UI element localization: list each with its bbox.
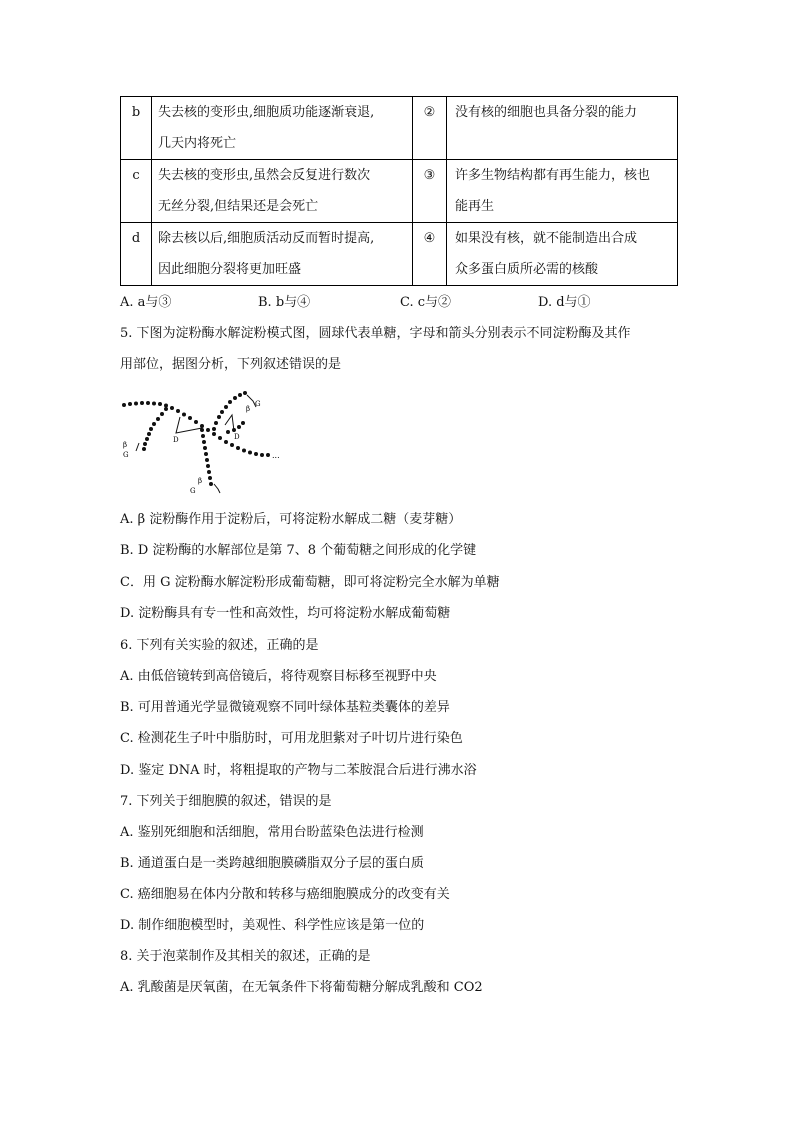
q5-option-d: D. 淀粉酶具有专一性和高效性，均可将淀粉水解成葡萄糖 — [120, 606, 451, 621]
q7-option-c: C. 癌细胞易在体内分散和转移与癌细胞膜成分的改变有关 — [120, 887, 450, 902]
cell-line: 如果没有核，就不能制造出合成 — [455, 231, 638, 246]
cell-line: 失去核的变形虫,细胞质功能逐渐衰退, — [158, 105, 375, 120]
q4-table — [120, 96, 678, 286]
cell-line: 众多蛋白质所必需的核酸 — [455, 262, 599, 277]
q8-option-a: A. 乳酸菌是厌氧菌，在无氧条件下将葡萄糖分解成乳酸和 CO2 — [120, 980, 483, 995]
q6-option-a: A. 由低倍镜转到高倍镜后，将待观察目标移至视野中央 — [120, 669, 437, 684]
cell-line: 没有核的细胞也具备分裂的能力 — [455, 105, 638, 120]
cell-line: 无丝分裂,但结果还是会死亡 — [158, 199, 319, 214]
q7-option-d: D. 制作细胞模型时，美观性、科学性应该是第一位的 — [120, 918, 425, 933]
q7-option-b: B. 通道蛋白是一类跨越细胞膜磷脂双分子层的蛋白质 — [120, 856, 424, 871]
q5-option-c: C．用 G 淀粉酶水解淀粉形成葡萄糖，即可将淀粉完全水解为单糖 — [120, 575, 500, 590]
label-beta-left: β — [123, 441, 128, 449]
q4-option-c: C. c与② — [400, 295, 452, 310]
label-beta-bottom: β — [198, 477, 203, 485]
cell-line: 因此细胞分裂将更加旺盛 — [158, 262, 302, 277]
table-row — [121, 223, 678, 286]
table-row — [121, 97, 678, 160]
row-observation — [152, 223, 413, 286]
label-g-top: G — [255, 400, 261, 408]
row-number: ④ — [413, 223, 447, 286]
row-observation — [152, 160, 413, 223]
row-explanation — [447, 97, 678, 160]
q5-option-a: A. β 淀粉酶作用于淀粉后，可将淀粉水解成二糖（麦芽糖） — [120, 512, 462, 527]
q7-stem: 7. 下列关于细胞膜的叙述，错误的是 — [120, 794, 332, 809]
q7-option-a: A. 鉴别死细胞和活细胞，常用台盼蓝染色法进行检测 — [120, 825, 424, 840]
row-number: ② — [413, 97, 447, 160]
cell-line: 能再生 — [455, 199, 495, 214]
q6-option-d: D. 鉴定 DNA 时，将粗提取的产物与二苯胺混合后进行沸水浴 — [120, 763, 477, 778]
cell-line: 许多生物结构都有再生能力，核也 — [455, 168, 651, 183]
row-observation — [152, 97, 413, 160]
q6-stem: 6. 下列有关实验的叙述，正确的是 — [120, 638, 319, 653]
q4-option-d: D. d与① — [538, 295, 591, 310]
chain-ellipsis: ... — [272, 451, 280, 460]
q6-option-c: C. 检测花生子叶中脂肪时，可用龙胆紫对子叶切片进行染色 — [120, 731, 463, 746]
row-label: c — [121, 160, 152, 223]
cell-line: 失去核的变形虫,虽然会反复进行数次 — [158, 168, 371, 183]
cell-line: 几天内将死亡 — [158, 136, 237, 151]
row-label: b — [121, 97, 152, 160]
label-d-left: D — [173, 436, 179, 444]
q6-option-b: B. 可用普通光学显微镜观察不同叶绿体基粒类囊体的差异 — [120, 700, 450, 715]
table-row — [121, 160, 678, 223]
enzyme-arrows — [136, 395, 256, 493]
label-g-left: G — [123, 451, 129, 459]
q5-stem-line2: 用部位，据图分析，下列叙述错误的是 — [120, 357, 342, 372]
q5-option-b: B. D 淀粉酶的水解部位是第 7、8 个葡萄糖之间形成的化学键 — [120, 543, 477, 558]
q4-option-b: B. b与④ — [258, 295, 311, 310]
row-explanation — [447, 160, 678, 223]
cell-line: 除去核以后,细胞质活动反而暂时提高, — [158, 231, 375, 246]
row-explanation — [447, 223, 678, 286]
label-beta-top: β — [246, 405, 251, 413]
row-label: d — [121, 223, 152, 286]
q5-stem-line1: 5. 下图为淀粉酶水解淀粉模式图，圆球代表单糖，字母和箭头分别表示不同淀粉酶及其作 — [120, 326, 631, 341]
label-d-right: D — [234, 433, 240, 441]
label-g-bottom: G — [190, 487, 196, 495]
q8-stem: 8. 关于泡菜制作及其相关的叙述，正确的是 — [120, 949, 371, 964]
row-number: ③ — [413, 160, 447, 223]
starch-hydrolysis-figure — [118, 385, 293, 500]
q4-option-a: A. a与③ — [120, 295, 172, 310]
